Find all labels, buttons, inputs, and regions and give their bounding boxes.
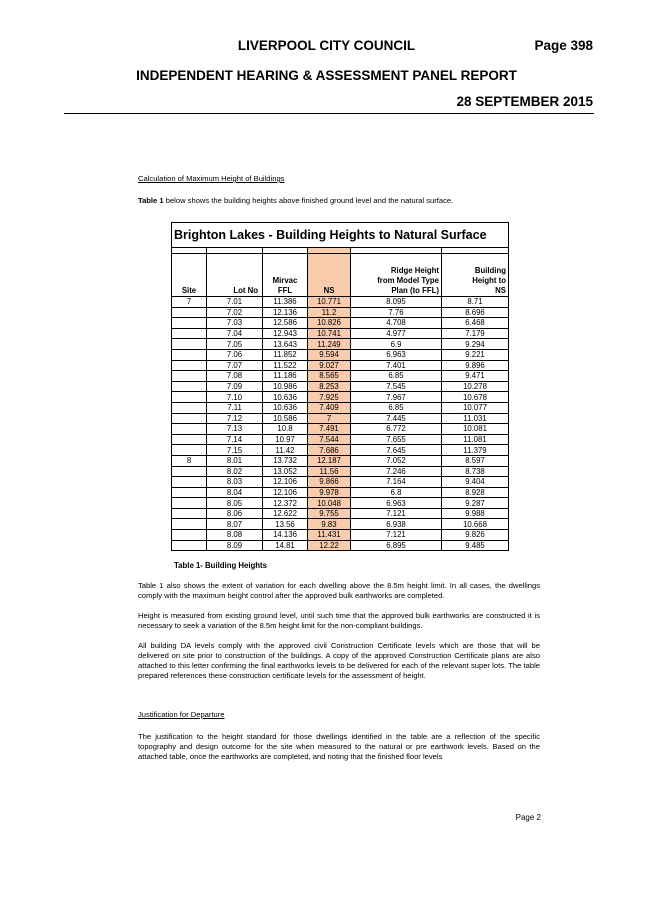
- cell-site: [172, 424, 207, 435]
- cell-site: [172, 392, 207, 403]
- cell-ridge-height: 7.121: [351, 508, 442, 519]
- cell-site: [172, 328, 207, 339]
- col-header-bh-line2: Height to: [472, 276, 506, 285]
- cell-ridge-height: 4.977: [351, 328, 442, 339]
- paragraph-variation: Table 1 also shows the extent of variation for each dwelling above the 8.5m height limit. In all cases, the dwellings comply with the maximum height control after the approved bulk earthworks are completed.: [138, 581, 540, 600]
- col-header-mirvac-line2: FFL: [277, 286, 293, 295]
- cell-mirvac-ffl: 13.56: [263, 519, 308, 530]
- table-row: [172, 371, 509, 382]
- cell-ns: 8.253: [308, 381, 351, 392]
- table-row: [172, 498, 509, 509]
- table-row: [172, 392, 509, 403]
- cell-site: 8: [172, 455, 207, 466]
- cell-mirvac-ffl: 12.106: [263, 477, 308, 488]
- col-header-ns: NS: [308, 254, 351, 297]
- cell-lot: 8.08: [207, 530, 263, 541]
- cell-lot: 8.03: [207, 477, 263, 488]
- cell-ns: 11.56: [308, 466, 351, 477]
- cell-lot: 7.01: [207, 297, 263, 308]
- cell-mirvac-ffl: 12.943: [263, 328, 308, 339]
- cell-mirvac-ffl: 11.42: [263, 445, 308, 456]
- cell-site: [172, 477, 207, 488]
- cell-mirvac-ffl: 12.106: [263, 487, 308, 498]
- cell-site: [172, 445, 207, 456]
- cell-site: [172, 498, 207, 509]
- cell-lot: 7.13: [207, 424, 263, 435]
- cell-site: [172, 318, 207, 329]
- cell-building-height: 8.928: [442, 487, 509, 498]
- col-header-ridge-line3: Plan (to FFL): [391, 286, 439, 295]
- cell-lot: 8.07: [207, 519, 263, 530]
- col-header-ridge-line1: Ridge Height: [390, 266, 439, 275]
- col-header-mirvac: [263, 254, 308, 297]
- cell-mirvac-ffl: 10.636: [263, 392, 308, 403]
- cell-ridge-height: 6.895: [351, 540, 442, 551]
- cell-building-height: 8.71: [442, 297, 509, 308]
- cell-site: [172, 307, 207, 318]
- cell-lot: 7.14: [207, 434, 263, 445]
- cell-ridge-height: 7.545: [351, 381, 442, 392]
- col-header-bh-line1: Building: [474, 266, 506, 275]
- table-row: [172, 307, 509, 318]
- table-row: [172, 349, 509, 360]
- cell-building-height: 10.278: [442, 381, 509, 392]
- cell-site: [172, 381, 207, 392]
- cell-site: [172, 540, 207, 551]
- cell-ridge-height: 6.8: [351, 487, 442, 498]
- council-name: LIVERPOOL CITY COUNCIL: [237, 38, 416, 53]
- cell-ridge-height: 7.164: [351, 477, 442, 488]
- cell-ns: 7.686: [308, 445, 351, 456]
- cell-site: [172, 530, 207, 541]
- cell-building-height: 9.471: [442, 371, 509, 382]
- table-row: [172, 297, 509, 308]
- table-row: [172, 434, 509, 445]
- cell-lot: 7.08: [207, 371, 263, 382]
- page-number-header: Page 398: [534, 38, 593, 53]
- col-header-ridge-line2: from Model Type: [377, 276, 439, 285]
- cell-mirvac-ffl: 12.136: [263, 307, 308, 318]
- table-row: [172, 540, 509, 551]
- cell-ridge-height: 6.963: [351, 498, 442, 509]
- col-header-lot: Lot No: [207, 254, 263, 297]
- table-row: [172, 445, 509, 456]
- cell-mirvac-ffl: 11.186: [263, 371, 308, 382]
- cell-site: [172, 413, 207, 424]
- cell-ns: 11.249: [308, 339, 351, 350]
- cell-ridge-height: 6.85: [351, 371, 442, 382]
- table-row: [172, 328, 509, 339]
- calc-heading: Calculation of Maximum Height of Buildings: [138, 174, 285, 183]
- cell-mirvac-ffl: 14.136: [263, 530, 308, 541]
- intro-paragraph: [138, 196, 536, 206]
- col-header-ridge: [351, 254, 442, 297]
- cell-ns: 10.741: [308, 328, 351, 339]
- cell-ns: 10.048: [308, 498, 351, 509]
- paragraph-justification: The justification to the height standard for those dwellings identified in the table are a reflection of the specific topography and design outcome for the site when measured to the natural or pre earthwork levels. Based on the attached table, once the earthworks are completed, and noting that the finished floor levels: [138, 732, 540, 761]
- cell-ridge-height: 8.095: [351, 297, 442, 308]
- cell-mirvac-ffl: 13.732: [263, 455, 308, 466]
- cell-building-height: 10.678: [442, 392, 509, 403]
- cell-building-height: 9.826: [442, 530, 509, 541]
- cell-site: [172, 339, 207, 350]
- cell-site: [172, 360, 207, 371]
- table-row: [172, 508, 509, 519]
- col-header-bh-line3: NS: [495, 286, 506, 295]
- justification-heading: Justification for Departure: [138, 710, 225, 719]
- cell-ridge-height: 4.708: [351, 318, 442, 329]
- cell-lot: 7.07: [207, 360, 263, 371]
- table-title: Brighton Lakes - Building Heights to Natural Surface: [172, 223, 509, 248]
- cell-ridge-height: 6.85: [351, 402, 442, 413]
- cell-lot: 7.03: [207, 318, 263, 329]
- cell-mirvac-ffl: 11.852: [263, 349, 308, 360]
- cell-lot: 7.15: [207, 445, 263, 456]
- cell-ridge-height: 7.76: [351, 307, 442, 318]
- table-caption: Table 1- Building Heights: [174, 561, 267, 570]
- table-row: [172, 477, 509, 488]
- intro-text: below shows the building heights above finished ground level and the natural surface.: [163, 196, 454, 205]
- table-row: [172, 381, 509, 392]
- table-row: [172, 402, 509, 413]
- col-header-mirvac-line1: Mirvac: [272, 276, 298, 285]
- cell-lot: 8.05: [207, 498, 263, 509]
- cell-mirvac-ffl: 10.636: [263, 402, 308, 413]
- col-header-site: Site: [172, 254, 207, 297]
- cell-lot: 7.02: [207, 307, 263, 318]
- cell-building-height: 8.696: [442, 307, 509, 318]
- cell-lot: 8.06: [207, 508, 263, 519]
- cell-building-height: 8.597: [442, 455, 509, 466]
- cell-ns: 11.2: [308, 307, 351, 318]
- cell-site: [172, 434, 207, 445]
- cell-ns: 7.544: [308, 434, 351, 445]
- cell-ns: 9.978: [308, 487, 351, 498]
- cell-lot: 8.02: [207, 466, 263, 477]
- paragraph-height-measure: Height is measured from existing ground level, until such time that the approved bulk earthworks are constructed it is necessary to seek a variation of the 8.5m height limit for the non-compliant buildings.: [138, 611, 540, 630]
- cell-building-height: 8.738: [442, 466, 509, 477]
- cell-ns: 10.826: [308, 318, 351, 329]
- cell-lot: 7.06: [207, 349, 263, 360]
- cell-mirvac-ffl: 11.386: [263, 297, 308, 308]
- cell-mirvac-ffl: 14.81: [263, 540, 308, 551]
- cell-building-height: 10.668: [442, 519, 509, 530]
- col-header-building-height: [442, 254, 509, 297]
- cell-mirvac-ffl: 12.622: [263, 508, 308, 519]
- table-row: [172, 413, 509, 424]
- cell-site: [172, 487, 207, 498]
- cell-mirvac-ffl: 10.97: [263, 434, 308, 445]
- cell-building-height: 10.081: [442, 424, 509, 435]
- table-row: [172, 339, 509, 350]
- cell-building-height: 9.287: [442, 498, 509, 509]
- table-row: [172, 519, 509, 530]
- cell-site: [172, 371, 207, 382]
- table-row: [172, 424, 509, 435]
- cell-ns: 8.565: [308, 371, 351, 382]
- cell-ns: 9.594: [308, 349, 351, 360]
- cell-building-height: 9.221: [442, 349, 509, 360]
- cell-mirvac-ffl: 12.586: [263, 318, 308, 329]
- cell-ns: 7.409: [308, 402, 351, 413]
- cell-lot: 8.09: [207, 540, 263, 551]
- table-row: [172, 487, 509, 498]
- intro-bold: Table 1: [138, 196, 164, 205]
- cell-ridge-height: 6.772: [351, 424, 442, 435]
- cell-lot: 7.09: [207, 381, 263, 392]
- cell-building-height: 9.294: [442, 339, 509, 350]
- cell-lot: 7.12: [207, 413, 263, 424]
- cell-building-height: 9.485: [442, 540, 509, 551]
- cell-site: 7: [172, 297, 207, 308]
- cell-ridge-height: 7.445: [351, 413, 442, 424]
- cell-ridge-height: 6.9: [351, 339, 442, 350]
- report-title: INDEPENDENT HEARING & ASSESSMENT PANEL REPORT: [136, 68, 517, 83]
- cell-ridge-height: 6.963: [351, 349, 442, 360]
- cell-ns: 7.925: [308, 392, 351, 403]
- cell-lot: 8.04: [207, 487, 263, 498]
- table-row: [172, 360, 509, 371]
- page-number-footer: Page 2: [515, 813, 541, 822]
- cell-mirvac-ffl: 10.8: [263, 424, 308, 435]
- cell-ridge-height: 7.645: [351, 445, 442, 456]
- cell-lot: 8.01: [207, 455, 263, 466]
- cell-ridge-height: 7.246: [351, 466, 442, 477]
- cell-ns: 11.431: [308, 530, 351, 541]
- cell-building-height: 7.179: [442, 328, 509, 339]
- cell-building-height: 9.896: [442, 360, 509, 371]
- cell-ns: 12.22: [308, 540, 351, 551]
- cell-ns: 10.771: [308, 297, 351, 308]
- cell-ridge-height: 7.121: [351, 530, 442, 541]
- cell-ns: 7: [308, 413, 351, 424]
- cell-ns: 9.83: [308, 519, 351, 530]
- cell-building-height: 11.081: [442, 434, 509, 445]
- cell-lot: 7.11: [207, 402, 263, 413]
- table-row: [172, 455, 509, 466]
- report-date: 28 SEPTEMBER 2015: [456, 94, 593, 109]
- cell-mirvac-ffl: 13.643: [263, 339, 308, 350]
- cell-mirvac-ffl: 13.052: [263, 466, 308, 477]
- building-heights-table: [171, 222, 509, 551]
- cell-building-height: 9.404: [442, 477, 509, 488]
- cell-ns: 12.187: [308, 455, 351, 466]
- cell-ns: 9.755: [308, 508, 351, 519]
- table-row: [172, 318, 509, 329]
- cell-building-height: 6.468: [442, 318, 509, 329]
- cell-building-height: 10.077: [442, 402, 509, 413]
- cell-mirvac-ffl: 12.372: [263, 498, 308, 509]
- table-row: [172, 466, 509, 477]
- header-divider: [64, 113, 594, 114]
- cell-site: [172, 519, 207, 530]
- cell-ridge-height: 6.938: [351, 519, 442, 530]
- paragraph-da-levels: All building DA levels comply with the approved civil Construction Certificate levels which are those that will be delivered on site prior to construction of the buildings. A copy of the approved Construction Certificate plans are also attached to this letter confirming the final earthworks levels to be delivered for each of the relevant super lots. The table prepared references these construction certificate levels for the assessment of height.: [138, 641, 540, 680]
- cell-ns: 9.866: [308, 477, 351, 488]
- cell-lot: 7.05: [207, 339, 263, 350]
- cell-ridge-height: 7.401: [351, 360, 442, 371]
- cell-ns: 7.491: [308, 424, 351, 435]
- cell-mirvac-ffl: 10.586: [263, 413, 308, 424]
- table-row: [172, 530, 509, 541]
- cell-site: [172, 466, 207, 477]
- cell-lot: 7.04: [207, 328, 263, 339]
- cell-site: [172, 508, 207, 519]
- cell-building-height: 11.031: [442, 413, 509, 424]
- cell-building-height: 11.379: [442, 445, 509, 456]
- cell-site: [172, 349, 207, 360]
- cell-ridge-height: 7.052: [351, 455, 442, 466]
- cell-building-height: 9.988: [442, 508, 509, 519]
- cell-ridge-height: 7.967: [351, 392, 442, 403]
- cell-mirvac-ffl: 11.522: [263, 360, 308, 371]
- cell-lot: 7.10: [207, 392, 263, 403]
- cell-mirvac-ffl: 10.986: [263, 381, 308, 392]
- cell-ridge-height: 7.655: [351, 434, 442, 445]
- cell-ns: 9.027: [308, 360, 351, 371]
- cell-site: [172, 402, 207, 413]
